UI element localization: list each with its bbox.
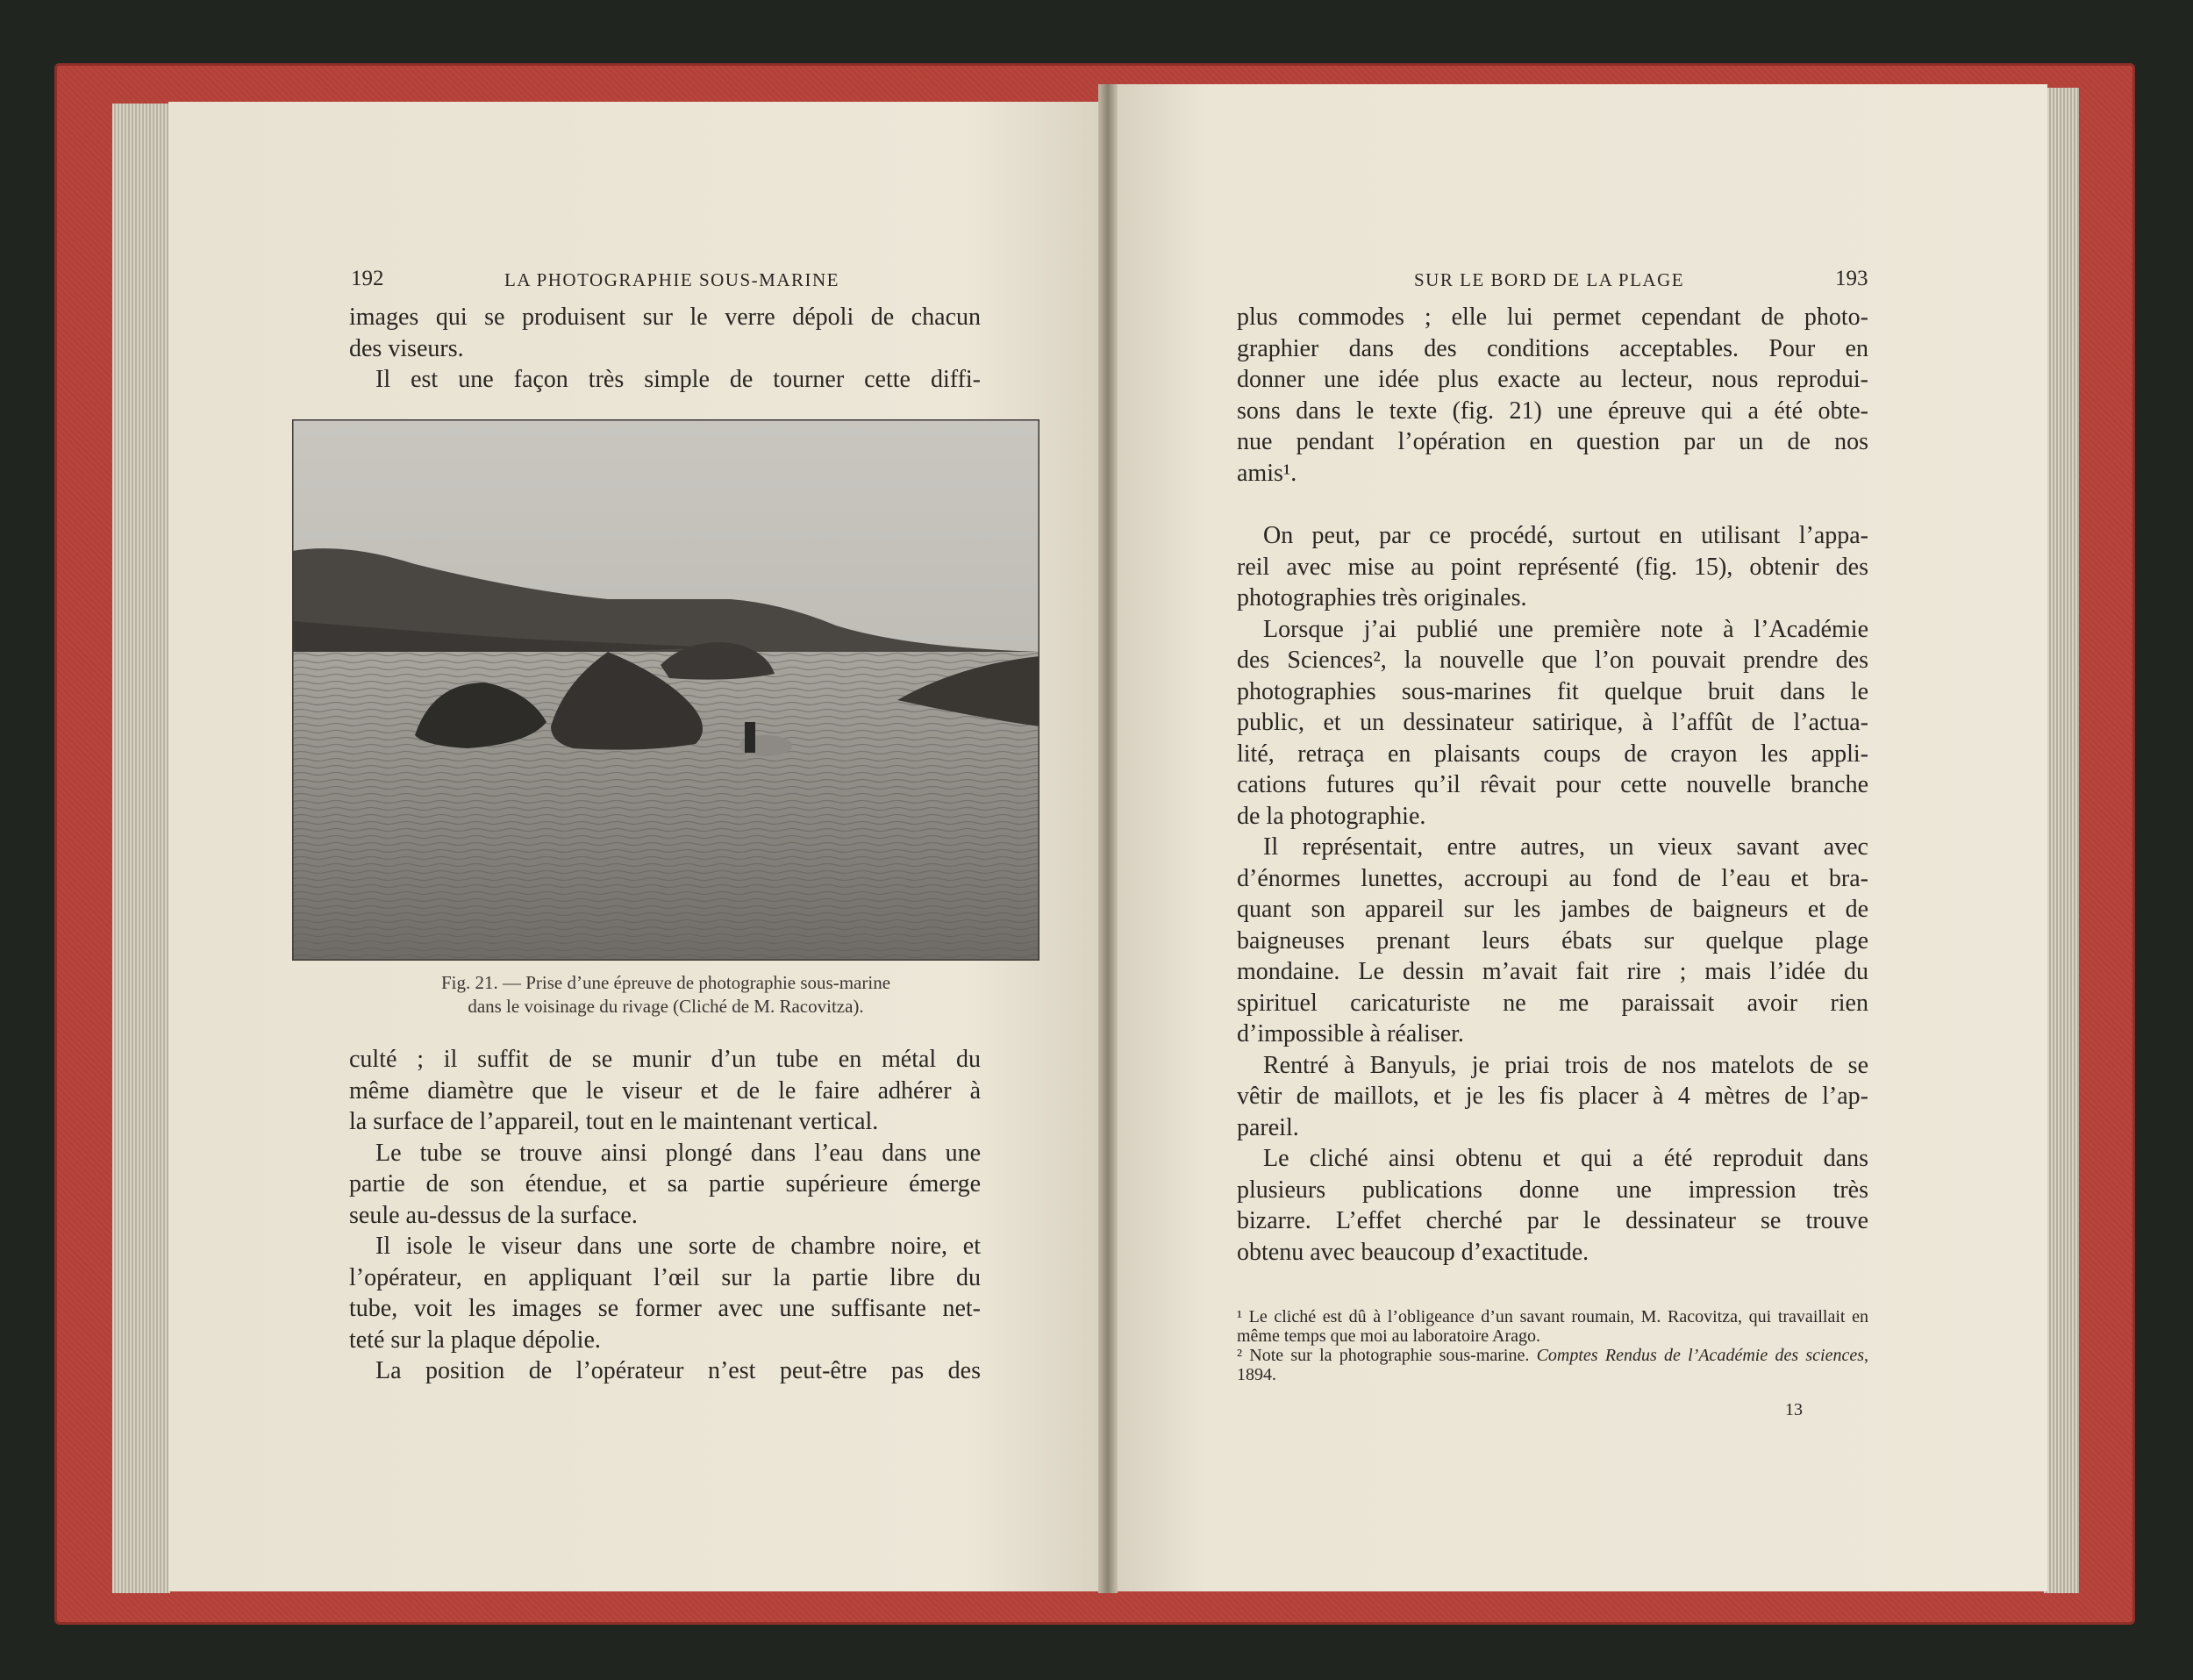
book-gutter bbox=[1098, 84, 1118, 1593]
text-line: Le cliché ainsi obtenu et qui a été reproduit dans bbox=[1263, 1145, 1868, 1172]
text-line: baigneuses prenant leurs ébats sur quelque plage bbox=[1237, 926, 1868, 954]
caption-line: dans le voisinage du rivage (Cliché de M. Racovitza). bbox=[468, 996, 864, 1017]
text-line: pareil. bbox=[1237, 1113, 1299, 1141]
footnotes bbox=[1237, 1307, 1868, 1384]
text-line: Le tube se trouve ainsi plongé dans l’eau dans une bbox=[375, 1139, 981, 1167]
text-line: mondaine. Le dessin m’avait fait rire ; mais l’idée du bbox=[1237, 958, 1868, 985]
text-line: la surface de l’appareil, tout en le maintenant vertical. bbox=[349, 1108, 879, 1135]
caption-line: Fig. 21. — Prise d’une épreuve de photographie sous-marine bbox=[440, 972, 891, 993]
running-head-right: SUR LE BORD DE LA PLAGE bbox=[1414, 269, 1685, 290]
page-number-right: 193 bbox=[1835, 267, 1868, 290]
text-line: Il isole le viseur dans une sorte de chambre noire, et bbox=[375, 1233, 981, 1260]
text-line: On peut, par ce procédé, surtout en utilisant l’appa- bbox=[1263, 522, 1868, 549]
text-line: l’opérateur, en appliquant l’œil sur la partie libre du bbox=[349, 1263, 981, 1291]
footnote-2 bbox=[1237, 1346, 1868, 1384]
text-line: culté ; il suffit de se munir d’un tube en métal du bbox=[349, 1046, 981, 1073]
text-line: sons dans le texte (fig. 21) une épreuve qui a été obte- bbox=[1237, 397, 1868, 425]
text-line: des Sciences², la nouvelle que l’on pouvait prendre des bbox=[1237, 647, 1868, 674]
text-line: graphier dans des conditions acceptables. Pour en bbox=[1237, 334, 1868, 362]
figure-caption bbox=[292, 971, 1039, 1019]
signature-mark: 13 bbox=[1785, 1400, 1803, 1419]
text-line: reil avec mise au point représenté (fig. 15), obtenir des bbox=[1237, 553, 1868, 581]
text-line: cations futures qu’il rêvait pour cette nouvelle branche bbox=[1237, 771, 1868, 798]
text-line: Rentré à Banyuls, je priai trois de nos matelots de se bbox=[1263, 1051, 1868, 1079]
text-line: lité, retraça en plaisants coups de crayon les appli- bbox=[1237, 740, 1868, 768]
footnote-2-text: ² Note sur la photographie sous-marine. bbox=[1237, 1346, 1537, 1365]
page-number-left: 192 bbox=[351, 267, 384, 290]
text-line: seule au-dessus de la surface. bbox=[349, 1201, 638, 1229]
text-line: Lorsque j’ai publié une première note à l’Académie bbox=[1263, 615, 1868, 643]
text-line: teté sur la plaque dépolie. bbox=[349, 1326, 601, 1354]
text-line: plusieurs publications donne une impression très bbox=[1237, 1176, 1868, 1204]
text-line: La position de l’opérateur n’est peut-être pas des bbox=[375, 1357, 981, 1384]
running-head-left: LA PHOTOGRAPHIE SOUS-MARINE bbox=[504, 269, 839, 290]
text-line: de la photographie. bbox=[1237, 802, 1426, 830]
page-edges-left bbox=[112, 104, 170, 1593]
text-line: Il est une façon très simple de tourner cette diffi- bbox=[375, 366, 981, 393]
text-line: quant son appareil sur les jambes de baigneurs et de bbox=[1237, 896, 1868, 923]
right-text bbox=[1237, 302, 1868, 1268]
footnote-2-title: Comptes Rendus de l’Académie des sciences bbox=[1536, 1346, 1865, 1365]
left-text-top bbox=[349, 302, 981, 396]
text-line: des viseurs. bbox=[349, 334, 464, 362]
text-line: nue pendant l’opération en question par un de nos bbox=[1237, 428, 1868, 455]
text-line: tube, voit les images se former avec une suffisante net- bbox=[349, 1295, 981, 1322]
paragraph-gap bbox=[1237, 489, 1868, 520]
text-line: photographies très originales. bbox=[1237, 584, 1527, 611]
text-line: images qui se produisent sur le verre dépoli de chacun bbox=[349, 304, 981, 331]
footnote-1: ¹ Le cliché est dû à l’obligeance d’un savant roumain, M. Racovitza, qui travaillait en même temps que moi au laboratoire Arago. bbox=[1237, 1307, 1868, 1346]
text-line: d’impossible à réaliser. bbox=[1237, 1020, 1464, 1047]
footnote-2-year: , 1894. bbox=[1237, 1346, 1869, 1384]
text-line: plus commodes ; elle lui permet cependant de photo- bbox=[1237, 304, 1868, 331]
page-edges-right bbox=[2044, 88, 2079, 1593]
text-line: photographies sous-marines fit quelque bruit dans le bbox=[1237, 677, 1868, 705]
figure-21-photograph bbox=[292, 419, 1039, 961]
text-line: public, et un dessinateur satirique, à l’affût de l’actua- bbox=[1237, 709, 1868, 736]
text-line: donner une idée plus exacte au lecteur, nous reprodui- bbox=[1237, 366, 1868, 393]
text-line: spirituel caricaturiste ne me paraissait avoir rien bbox=[1237, 989, 1868, 1017]
text-line: même diamètre que le viseur et de le faire adhérer à bbox=[349, 1076, 981, 1105]
text-line: d’énormes lunettes, accroupi au fond de l’eau et bra- bbox=[1237, 864, 1868, 892]
text-line: bizarre. L’effet cherché par le dessinateur se trouve bbox=[1237, 1207, 1868, 1234]
left-text-bottom bbox=[349, 1044, 981, 1387]
text-line: obtenu avec beaucoup d’exactitude. bbox=[1237, 1238, 1589, 1266]
text-line: vêtir de maillots, et je les fis placer à 4 mètres de l’ap- bbox=[1237, 1083, 1868, 1110]
text-line: Il représentait, entre autres, un vieux savant avec bbox=[1263, 833, 1868, 861]
text-line: partie de son étendue, et sa partie supérieure émerge bbox=[349, 1170, 981, 1197]
text-line: amis¹. bbox=[1237, 459, 1297, 487]
